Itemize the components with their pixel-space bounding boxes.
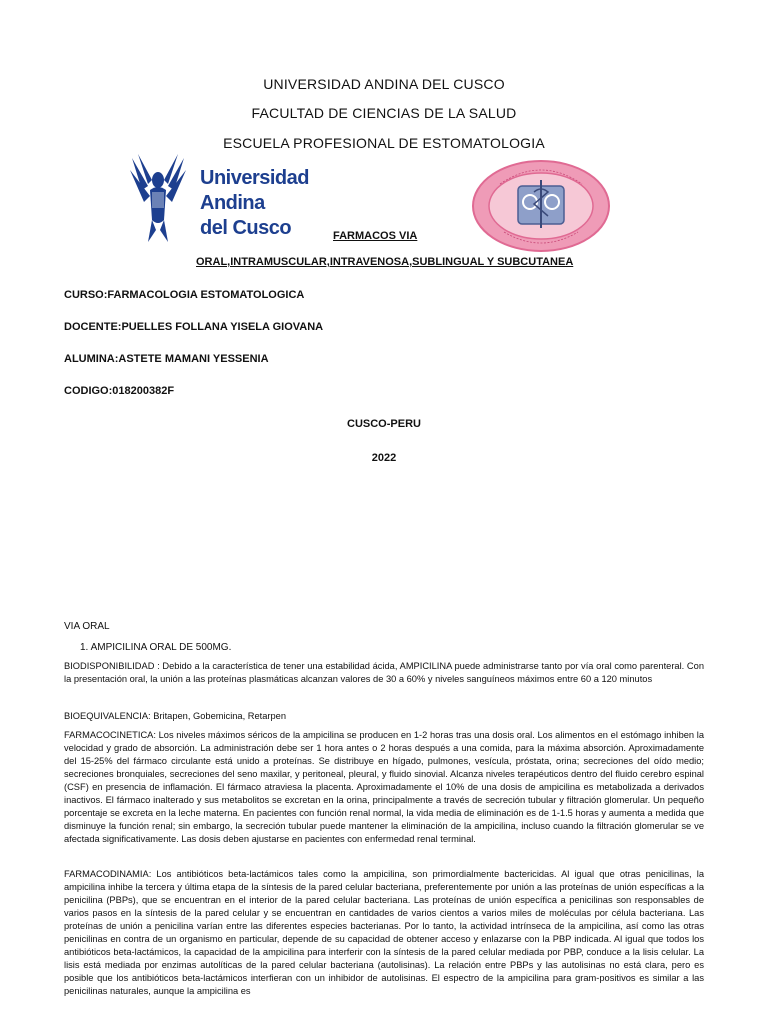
school-seal-icon [470, 158, 612, 254]
logo-text-line1: Universidad [200, 167, 309, 189]
document-title-line1: FARMACOS VIA [333, 230, 418, 242]
course-info: CURSO:FARMACOLOGIA ESTOMATOLOGICA [64, 289, 305, 301]
document-title-line2: ORAL,INTRAMUSCULAR,INTRAVENOSA,SUBLINGUAL Y SUBCUTANEA [196, 256, 574, 268]
university-logo [128, 150, 309, 250]
faculty-name: FACULTAD DE CIENCIAS DE LA SALUD [251, 105, 517, 121]
paragraph-biodisponibilidad: BIODISPONIBILIDAD : Debido a la característica de tener una estabilidad ácida, AMPICILINA puede administrarse tanto por vía oral como parenteral. Con la presentación oral, la unión a las proteínas plasmáticas alcanzan valores de 30 a 60% y niveles sanguíneos máximos entre 60 a 120 minutos [64, 661, 704, 684]
year: 2022 [371, 452, 397, 464]
logo-text-line3: del Cusco [200, 217, 292, 239]
teacher-info: DOCENTE:PUELLES FOLLANA YISELA GIOVANA [64, 321, 324, 333]
logo-text-line2: Andina [200, 192, 265, 214]
student-info: ALUMINA:ASTETE MAMANI YESSENIA [64, 353, 269, 365]
list-item: 1. AMPICILINA ORAL DE 500MG. [80, 642, 232, 653]
location: CUSCO-PERU [347, 418, 421, 430]
section-heading: VIA ORAL [64, 621, 110, 632]
paragraph-bioequivalencia: BIOEQUIVALENCIA: Britapen, Gobemicina, Retarpen [64, 711, 287, 721]
university-name: UNIVERSIDAD ANDINA DEL CUSCO [263, 76, 505, 92]
code-info: CODIGO:018200382F [64, 385, 175, 397]
school-seal [470, 158, 612, 254]
paragraph-farmacocinetica: FARMACOCINETICA: Los niveles máximos séricos de la ampicilina se producen en 1-2 horas tras una dosis oral. Los alimentos en el estómago inhiben la velocidad y grado de absorción. La administración debe ser 1 hora antes o 2 horas después a una comida, para la máxima absorción. Aproximadamente del 15-25% del fármaco circulante está unido a proteínas. Se distribuye en hígado, pulmones, vesícula, próstata, orina; secreciones del oído medio; secreciones bronquiales, secreciones del seno maxilar, y peritoneal, pleural, y fluido sinovial. Alcanza niveles terapéuticos dentro del fluido cerebro espinal (CSF) en presencia de inflamación. El fármaco atraviesa la placenta. Aproximadamente el 10% de una dosis de ampicilina es metabolizada a derivados inactivos. El fármaco inalterado y sus metabolitos se excretan en la orina, principalmente a través de secreción tubular y filtración glomerular. Un pequeño porcentaje se excreta en la leche materna. En pacientes con función renal normal, la vida media de eliminación es de 1-1.5 horas y aumenta a medida que disminuye la función renal; sin embargo, la secreción tubular puede mantener la eliminación de la ampicilina, incluso cuando la filtración glomerular se ve afectada significativamente. Las dosis deben ajustarse en pacientes con enfermedad renal terminal. [64, 730, 704, 844]
school-name: ESCUELA PROFESIONAL DE ESTOMATOLOGIA [223, 135, 545, 151]
eagle-icon [128, 150, 188, 250]
paragraph-farmacodinamia: FARMACODINAMIA: Los antibióticos beta-lactámicos tales como la ampicilina, son primordialmente bactericidas. Al igual que otras penicilinas, la ampicilina inhibe la tercera y última etapa de la síntesis de la pared celular bacteriana, preferentemente por unión a las proteínas de unión específicas a la penicilina (PBPs), que se encuentran en el interior de la pared celular bacteriana. Las proteínas de unión específica a penicilinas son responsables de varios pasos en la síntesis de la pared celular y se encuentran en cantidades de varios cientos a varios miles de moléculas por célula bacteriana. Las proteínas de unión a penicilina varían entre las diferentes especies bacterianas. Por lo tanto, la actividad intrínseca de la ampicilina, así como las otras penicilinas en contra de un organismo en particular, depende de su capacidad de obtener acceso y enlazarse con la PBP indicada. Al igual que todos los antibióticos beta-lactámicos, la capacidad de la ampicilina para interferir con la síntesis de la pared celular mediada por PBP, conduce a la lisis celular. La lisis está mediada por enzimas autolíticas de la pared celular bacteriana (autolisinas). La relación entre PBPs y las autolisinas no está clara, pero es posible que los antibióticos beta-lactámicos interfieran con un inhibidor de autolisinas. El espectro de la ampicilina para gram-positivos es similar a las penicilinas naturales, aunque la ampicilina es [64, 869, 704, 996]
